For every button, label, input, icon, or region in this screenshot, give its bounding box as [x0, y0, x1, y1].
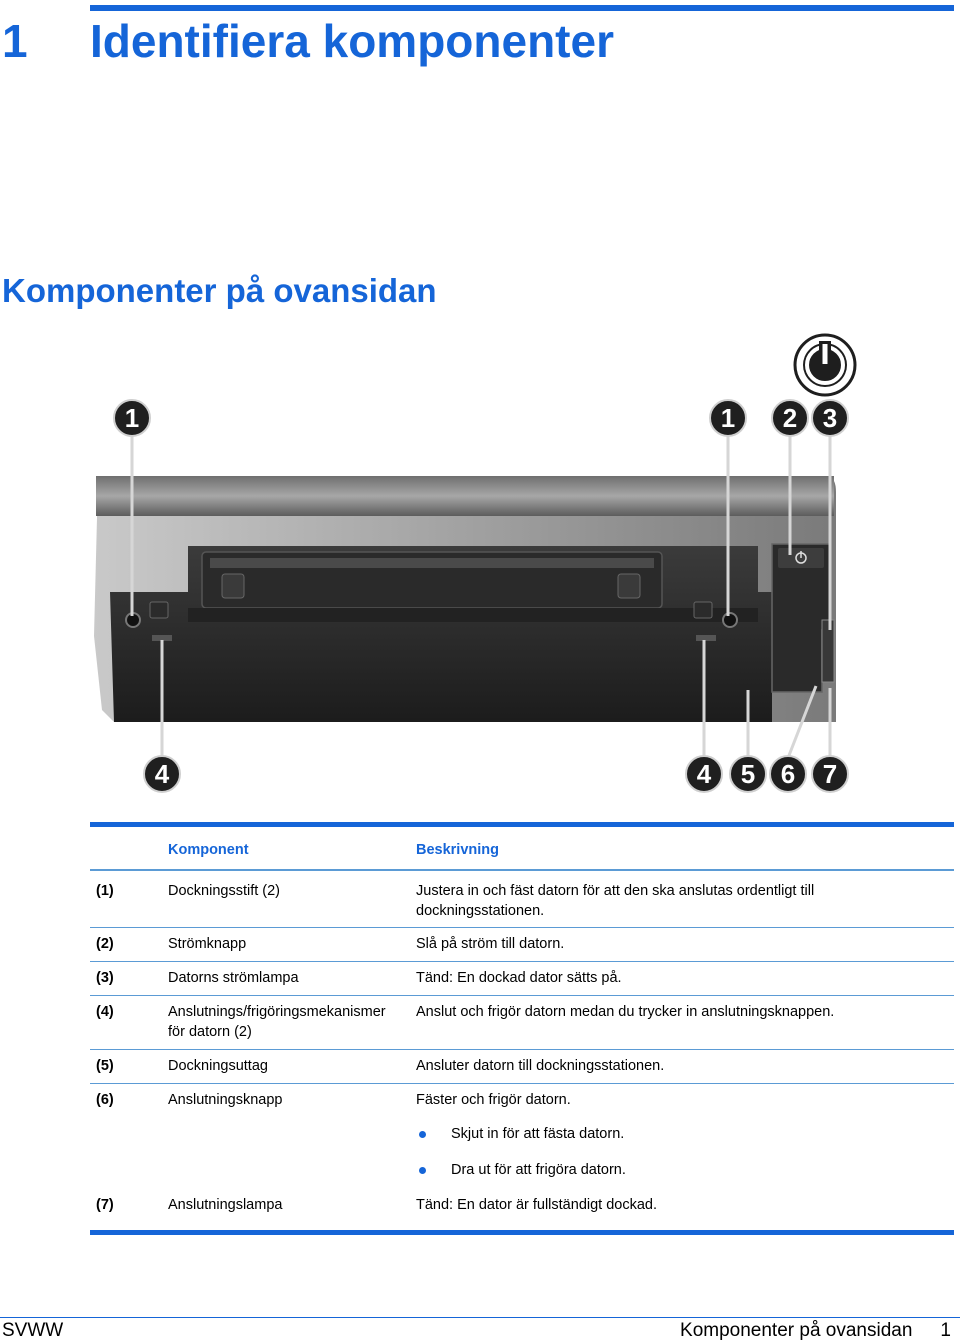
row-description: Slå på ström till datorn.	[416, 936, 565, 952]
row-description: Fäster och frigör datorn.	[416, 1092, 571, 1108]
row-description: Tänd: En dator är fullständigt dockad.	[416, 1197, 658, 1213]
table-row	[90, 1084, 954, 1117]
header-component: Komponent	[168, 842, 249, 858]
svg-text:1: 1	[124, 403, 140, 433]
row-component: Datorns strömlampa	[168, 970, 299, 986]
row-component-line: för datorn (2)	[168, 1024, 252, 1040]
svg-text:5: 5	[740, 759, 756, 789]
footer-rule	[0, 1317, 960, 1318]
release-latch-right	[696, 635, 716, 641]
row-number: (1)	[96, 883, 114, 899]
power-symbol-icon	[795, 335, 855, 395]
bullet-dot-icon	[419, 1167, 426, 1174]
footer-section: Komponenter på ovansidan	[680, 1320, 913, 1341]
table-row	[90, 1189, 954, 1222]
row-component: Anslutningsknapp	[168, 1092, 283, 1108]
row-description	[416, 881, 954, 921]
chapter-title: Identifiera komponenter	[90, 15, 614, 67]
bullet-item	[416, 1124, 954, 1144]
table-header-row	[90, 827, 954, 871]
header-description: Beskrivning	[416, 842, 499, 858]
svg-text:6: 6	[780, 759, 796, 789]
callout-bottom-7	[812, 756, 848, 792]
callout-bottom-4	[144, 756, 180, 792]
page-number: 1	[940, 1320, 951, 1341]
svg-text:7: 7	[822, 759, 838, 789]
row-component	[168, 1002, 416, 1042]
docking-pin-right	[723, 613, 737, 627]
docking-station-illustration	[88, 330, 858, 800]
component-table	[90, 822, 954, 1235]
chapter-number: 1	[2, 15, 28, 67]
row-component: Dockningsuttag	[168, 1058, 268, 1074]
dock-top-band	[96, 476, 834, 516]
chapter-heading	[2, 14, 614, 68]
row-component: Dockningsstift (2)	[168, 883, 281, 899]
row-number: (6)	[96, 1092, 114, 1108]
top-rule	[90, 5, 954, 11]
svg-text:4: 4	[154, 759, 170, 789]
callout-top-2	[772, 400, 808, 436]
svg-text:1: 1	[720, 403, 736, 433]
row-number: (5)	[96, 1058, 114, 1074]
svg-text:3: 3	[822, 403, 838, 433]
section-title: Komponenter på ovansidan	[2, 272, 437, 309]
row-description: Tänd: En dockad dator sätts på.	[416, 970, 622, 986]
row-description-line: dockningsstationen.	[416, 903, 545, 919]
row-description: Anslut och frigör datorn medan du trycker in anslutningsknappen.	[416, 1004, 835, 1020]
row-component: Anslutningslampa	[168, 1197, 283, 1213]
row-component-line: Anslutnings/frigöringsmekanismer	[168, 1004, 386, 1020]
callout-bottom-5	[730, 756, 766, 792]
bullet-row	[90, 1153, 954, 1189]
table-row	[90, 996, 954, 1050]
callout-bottom-4	[686, 756, 722, 792]
row-component: Strömknapp	[168, 936, 247, 952]
row-description-line: Justera in och fäst datorn för att den ska anslutas ordentligt till	[416, 883, 815, 899]
callout-top-3	[812, 400, 848, 436]
bullet-text: Skjut in för att fästa datorn.	[451, 1126, 625, 1142]
callout-top-1	[710, 400, 746, 436]
bullet-item	[416, 1160, 954, 1180]
svg-text:4: 4	[696, 759, 712, 789]
footer-left: SVWW	[2, 1320, 64, 1341]
row-description: Ansluter datorn till dockningsstationen.	[416, 1058, 665, 1074]
table-bottom-rule	[90, 1230, 954, 1235]
row-number: (3)	[96, 970, 114, 986]
table-row	[90, 962, 954, 996]
row-number: (2)	[96, 936, 114, 952]
attach-button	[822, 620, 834, 682]
bullet-dot-icon	[419, 1131, 426, 1138]
row-number: (7)	[96, 1197, 114, 1213]
callout-top-1	[114, 400, 150, 436]
table-row	[90, 871, 954, 928]
table-row	[90, 1050, 954, 1084]
svg-text:2: 2	[782, 403, 798, 433]
row-number: (4)	[96, 1004, 114, 1020]
bullet-text: Dra ut för att frigöra datorn.	[451, 1162, 626, 1178]
callout-bottom-6	[770, 756, 806, 792]
table-row	[90, 928, 954, 962]
footer-right	[680, 1320, 951, 1342]
bullet-row	[90, 1117, 954, 1153]
